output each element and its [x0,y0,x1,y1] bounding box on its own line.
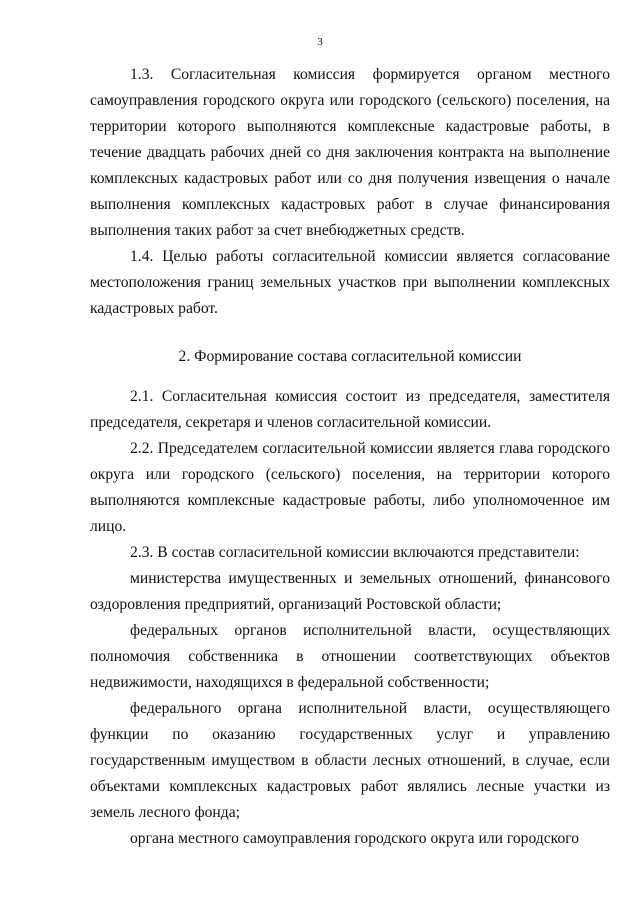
section-2-heading: 2. Формирование состава согласительной комиссии [178,348,522,365]
list-item-federal-forestry-body: федерального органа исполнительной власти, осуществляющего функции по оказанию государственных услуг и управлению государственным имуществом в области лесных отношений, в случае, если объектами комплексных кадастровых работ являлись лесные участки из земель лесного фонда; [90,700,610,821]
page-number: 3 [317,36,323,48]
list-item-ministry: министерства имущественных и земельных отношений, финансового оздоровления предприятий, организаций Ростовской области; [90,570,610,613]
list-item-federal-bodies: федеральных органов исполнительной власти, осуществляющих полномочия собственника в отношении соответствующих объектов недвижимости, находящихся в федеральной собственности; [90,622,610,691]
paragraph-2-2: 2.2. Председателем согласительной комиссии является глава городского округа или городского (сельского) поселения, на территории которого выполняются комплексные кадастровые работы, либо уполномоченное им лицо. [90,440,610,535]
paragraph-2-1: 2.1. Согласительная комиссия состоит из председателя, заместителя председателя, секретаря и членов согласительной комиссии. [90,388,610,431]
paragraph-2-3: 2.3. В состав согласительной комиссии включаются представители: [130,544,580,561]
list-item-local-government: органа местного самоуправления городского округа или городского [130,830,580,847]
document-body [90,62,610,852]
paragraph-1-3: 1.3. Согласительная комиссия формируется органом местного самоуправления городского округа или городского (сельского) поселения, на территории которого выполняются комплексные кадастровые работы, в течение двадцать рабочих дней со дня заключения контракта на выполнение комплексных кадастровых работ или со дня получения извещения о начале выполнения комплексных кадастровых работ в случае финансирования выполнения таких работ за счет внебюджетных средств. [90,66,610,239]
paragraph-1-4: 1.4. Целью работы согласительной комиссии является согласование местоположения границ земельных участков при выполнении комплексных кадастровых работ. [90,248,610,317]
